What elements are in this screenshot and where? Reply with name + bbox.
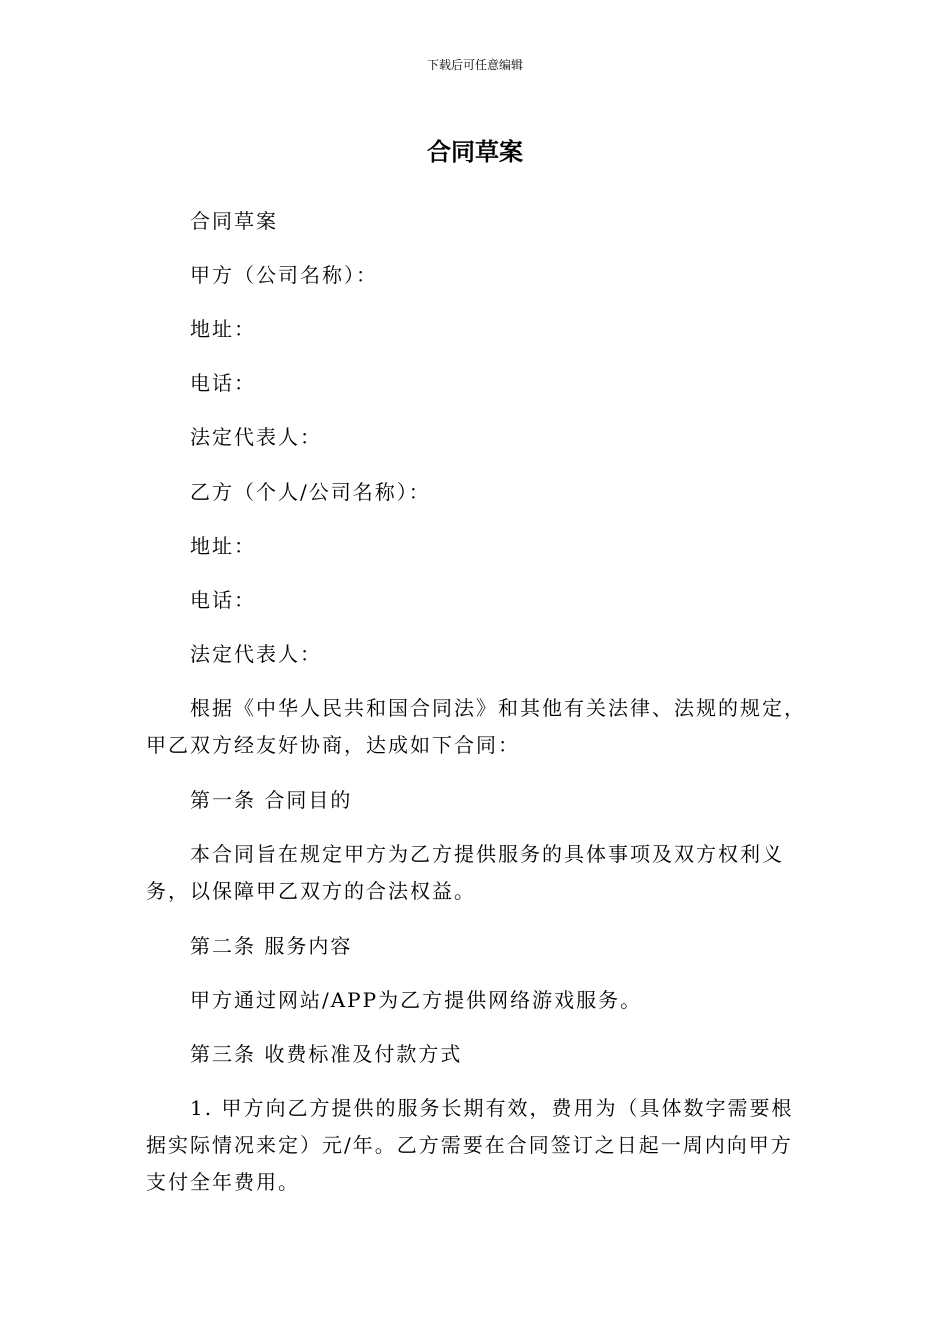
paragraph-party-a-legal-rep: 法定代表人： [190,425,322,449]
paragraph-party-b-legal-rep: 法定代表人： [190,642,322,666]
article-1-body: 本合同旨在规定甲方为乙方提供服务的具体事项及双方权利义务，以保障甲乙双方的合法权益。 [146,842,784,903]
paragraph-party-a-name: 甲方（公司名称）： [190,263,378,287]
article-3-heading: 第三条 收费标准及付款方式 [190,1042,463,1066]
paragraph-party-b-name: 乙方（个人/公司名称）： [190,480,431,504]
paragraph-party-b-address: 地址： [190,534,256,558]
article-3-clause-1: 1. 甲方向乙方提供的服务长期有效，费用为（具体数字需要根据实际情况来定）元/年。乙方需要在合同签订之日起一周内向甲方支付全年费用。 [146,1096,794,1194]
paragraph-contract-draft: 合同草案 [190,209,278,233]
document-title: 合同草案 [427,138,523,166]
paragraph-legal-basis: 根据《中华人民共和国合同法》和其他有关法律、法规的规定，甲乙双方经友好协商，达成如下合同： [146,696,806,757]
article-2-heading: 第二条 服务内容 [190,934,353,958]
paragraph-party-a-address: 地址： [190,317,256,341]
article-1-heading: 第一条 合同目的 [190,788,353,812]
article-2-body: 甲方通过网站/APP为乙方提供网络游戏服务。 [190,988,643,1012]
paragraph-party-b-phone: 电话： [190,588,256,612]
paragraph-party-a-phone: 电话： [190,371,256,395]
header-note: 下载后可任意编辑 [426,58,523,72]
